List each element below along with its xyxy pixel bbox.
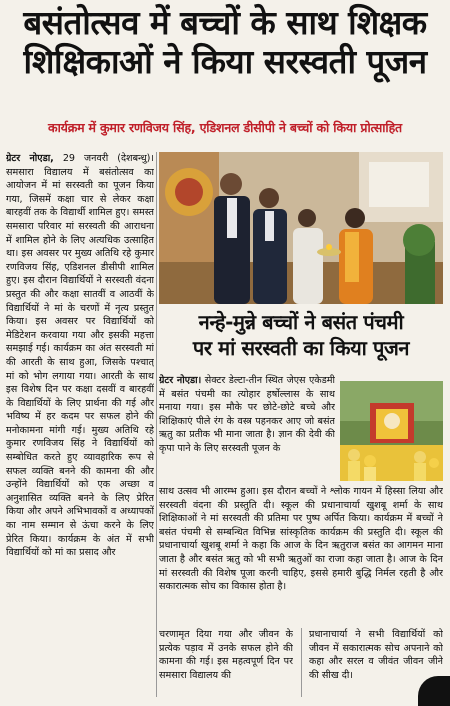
main-headline: [6, 4, 444, 82]
story1-dateline: ग्रेटर नोएडा,: [6, 153, 54, 164]
story2-headline: [159, 309, 443, 361]
story1-continuation: चरणामृत दिया गया और जीवन के प्रत्येक पड़ाव में उनके सफल होने की कामना की गई। इस महत्वपूर्ण दिन पर समसारा विद्यालय की: [159, 629, 293, 681]
story1-body: 29 जनवरी (देशबन्धु)। समसारा विद्यालय में बसंतोत्सव का आयोजन में मां सरस्वती का पूजन किया गया, जिसमें कक्षा चार से लेकर कक्षा बारहवीं तक के विद्यार्थी शामिल हुए। समस्त समसारा परिवार मां सरस्वती की आराधना में शामिल होने के लिए अत्यधिक उत्साहित था। इस अवसर पर मुख्य अतिथि रहे कुमार रणविजय सिंह, एडिशनल डीसीपी शामिल हुए। इस दौरान विद्यार्थियों ने सरस्वती वंदना प्रस्तुत की और कक्षा सातवीं व आठवीं के विद्यार्थियों ने मां के चरणों में नृत्य प्रस्तुत किया। इस अवसर पर विद्यार्थियों को मेडिटेशन करवाया गया और इसकी महत्ता समझाई गई। कार्यक्रम का अंत सरस्वती मां की आरती के साथ हुआ, जिसके पश्चात् मां को भोग लगाया गया। आरती के साथ इस विशेष दिन पर कक्षा दसवीं व बारहवीं के विद्यार्थियों के लिए प्रार्थना की गई और भविष्य में हर कदम पर सफल होने की मनोकामना मांगी गई। मुख्य अतिथि रहे कुमार रणविजय सिंह ने विद्यार्थियों को सम्बोधित करते हुए व्यावहारिक रूप से सफल व्यक्ति बनने की कामना की और उन्होंने विद्यार्थियों को एक अच्छा व अनुशासित व्यक्ति बनने के लिए प्रेरित किया और अपने अभिभावकों व अध्यापकों का नाम सम्मान से ऊंचा करने के लिए प्रेरित किया। कार्यक्रम के अंत में सभी विद्यार्थियों को मां का प्रसाद और: [6, 153, 154, 559]
story2-body-top: [159, 374, 335, 484]
subheadline: कार्यक्रम में कुमार रणविजय सिंह, एडिशनल डीसीपी ने बच्चों को किया प्रोत्साहित: [48, 120, 402, 135]
story2-conclusion: प्रधानाचार्या ने सभी विद्यार्थियों को जीवन में सकारात्मक सोच अपनाने को कहा और सरल व जीवंत जीवन जीने की सीख दी।: [309, 629, 443, 681]
event-photo-main: [159, 152, 443, 304]
event-photo-secondary: [340, 381, 443, 481]
story1-body-column: [6, 152, 154, 697]
story2-headline-line-1: नन्हे-मुन्ने बच्चों ने बसंत पंचमी: [198, 310, 404, 334]
column-divider: [156, 152, 157, 697]
story2-body: सेक्टर डेल्टा-तीन स्थित जेएस एकेडमी में बसंत पंचमी का त्योहार हर्षोल्लास के साथ मनाया गया। इस मौके पर छोटे-छोटे बच्चे और शिक्षिकाएं पीले रंग के वस्त्र पहनकर आए जो बसंत ऋतु का प्रतीक भी माना जाता है। ज्ञान की देवी की कृपा पाने के लिए सरस्वती पूजन के: [159, 375, 335, 454]
bottom-columns: [159, 628, 443, 697]
story2-dateline: ग्रेटर नोएडा।: [159, 375, 202, 386]
headline-line-1: बसंतोत्सव में बच्चों के साथ शिक्षक: [23, 3, 427, 42]
story2-headline-line-2: पर मां सरस्वती का किया पूजन: [192, 336, 410, 360]
story2-body-continued: साथ उत्सव भी आरम्भ हुआ। इस दौरान बच्चों ने श्लोक गायन में हिस्सा लिया और सरस्वती वंदना की प्रस्तुति दी। स्कूल की प्रधानाचार्या खुशबू शर्मा के साथ शिक्षिकाओं ने मां सरस्वती की प्रतिमा पर पुष्प अर्पित किया। कार्यक्रम में बच्चों ने बसंत पंचमी से सम्बन्धित विभिन्न सांस्कृतिक कार्यक्रम की प्रस्तुति दी। स्कूल की प्रधानाचार्या खुशबू शर्मा ने कहा कि आज के दिन ऋतुराज बसंत का आगमन माना जाता है और बसंत ऋतु को भी सभी ऋतुओं का राजा कहा जाता है। आज के दिन मां सरस्वती की विशेष पूजा करनी चाहिए, इससे हमारी बुद्धि निर्मल रहती है और सकारात्मक सोच का विकास होता है।: [159, 486, 443, 593]
headline-line-2: शिक्षिकाओं ने किया सरस्वती पूजन: [23, 41, 427, 81]
